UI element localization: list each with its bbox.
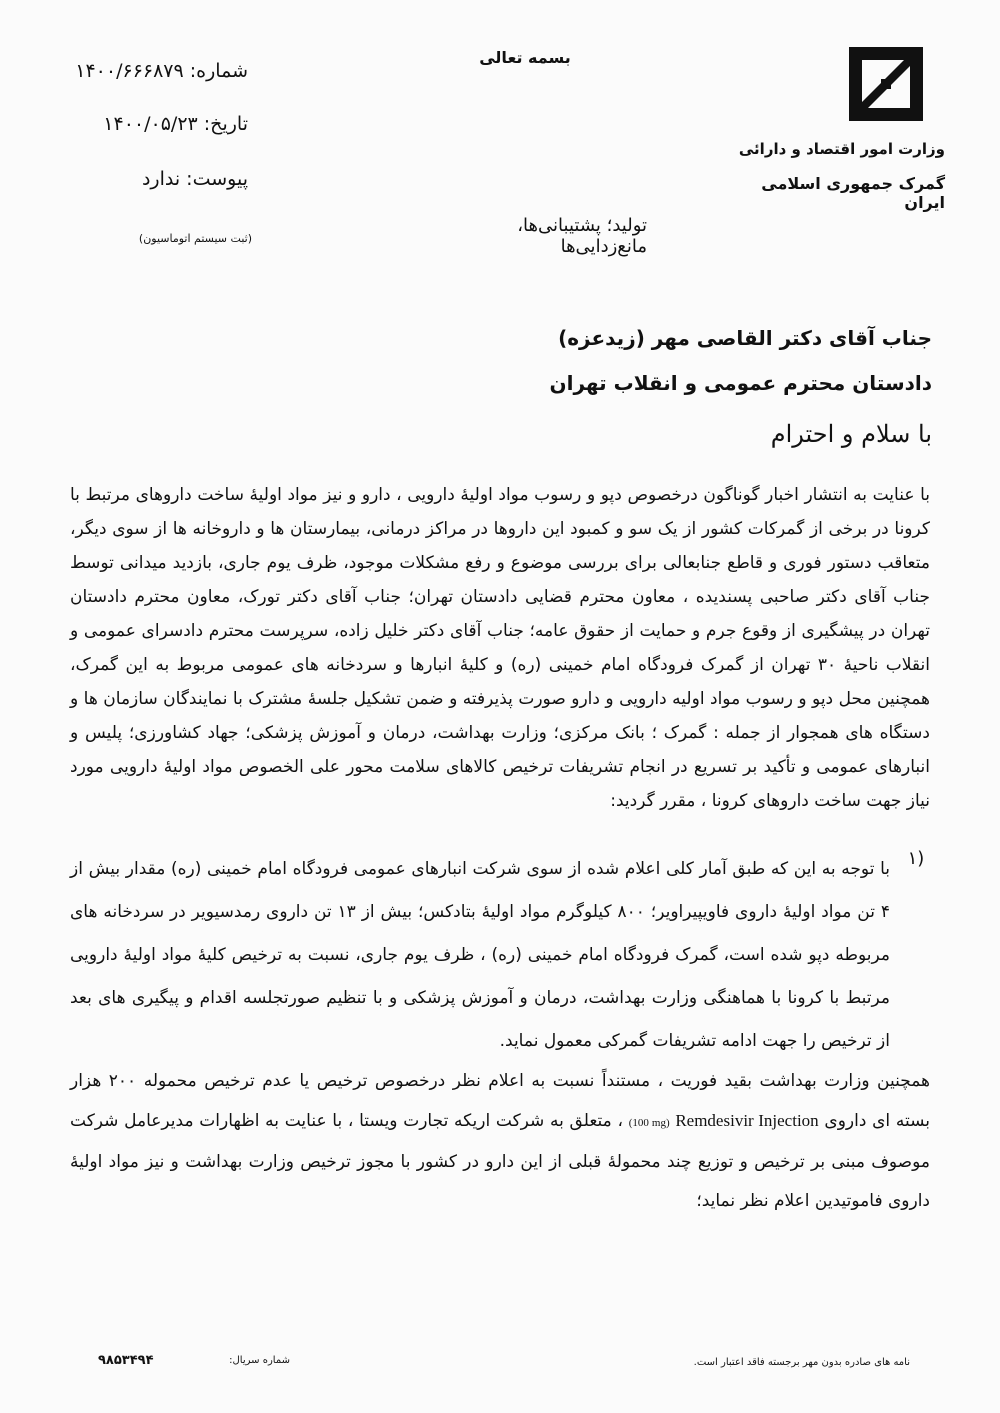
numbered-item-1-marker: ۱)	[907, 848, 925, 869]
annual-slogan: تولید؛ پشتیبانی‌ها، مانع‌زدایی‌ها	[517, 215, 647, 257]
numbered-item-1-text: با توجه به این که طبق آمار کلی اعلام شده از سوی شرکت انبارهای عمومی فرودگاه امام خمینی (ره) مقدار بیش از ۴ تن مواد اولیهٔ داروی فاویپیراویر؛ ۸۰۰ کیلوگرم مواد اولیهٔ بتادکس؛ بیش از ۱۳ تن داروی رمدسیویر در سردخانه های مربوطه دپو شده است، گمرک فرودگاه امام خمینی (ره) ، ظرف یوم جاری، نسبت به ترخیص کلیهٔ مواد اولیهٔ دارویی مرتبط با کرونا با هماهنگی وزارت بهداشت، درمان و آموزش پزشکی و با تنظیم صورتجلسه اقدام و پیگیری های بعد از ترخیص را جهت ادامه تشریفات گمرکی معمول نماید.	[70, 859, 890, 1051]
letter-date-value: ۱۴۰۰/۰۵/۲۳	[103, 113, 198, 135]
drug-name: Remdesivir Injection	[675, 1111, 819, 1130]
organization-line-2: گمرک جمهوری اسلامی ایران	[761, 174, 945, 212]
body-paragraph-2	[70, 1062, 930, 1221]
letter-number-label: شماره:	[189, 60, 248, 82]
organization-line-1: وزارت امور اقتصاد و دارائی	[738, 140, 945, 158]
greeting: با سلام و احترام	[770, 420, 932, 448]
letter-attachment	[48, 168, 248, 190]
body-paragraph-2-part-1: همچنین وزارت بهداشت بقید فوریت ، مستنداً نسبت به اعلام نظر درخصوص ترخیص یا عدم ترخیص محموله ۲۰۰ هزار بسته ای داروی	[70, 1071, 931, 1131]
letter-date	[48, 113, 248, 135]
body-paragraph-1: با عنایت به انتشار اخبار گوناگون درخصوص دپو و رسوب مواد اولیهٔ دارویی ، دارو و نیز مواد اولیهٔ ساخت داروهای مرتبط با کرونا در برخی از گمرکات کشور از یک سو و کمبود این داروها در مراکز درمانی، بیمارستان ها و داروخانه ها از سوی دیگر، متعاقب دستور فوری و قاطع جنابعالی برای بررسی موضوع و رفع مشکلات موجود، ظرف یوم جاری، بازدید میدانی توسط جناب آقای دکتر صاحبی پسندیده ، معاون محترم قضایی دادستان تهران؛ جناب آقای دکتر تورک، معاون محترم دادستان تهران در پیشگیری از وقوع جرم و حمایت از حقوق عامه؛ جناب آقای دکتر خلیل زاده، سرپرست محترم دادسرای عمومی و انقلاب ناحیهٔ ۳۰ تهران از گمرک فرودگاه امام خمینی (ره) و کلیهٔ انبارها و سردخانه های عمومی مربوط به این گمرک، همچنین محل دپو و رسوب مواد اولیه دارویی و دارو صورت پذیرفته و ضمن تشکیل جلسهٔ مشترک با نمایندگان سازمان ها و دستگاه های همجوار از جمله : گمرک ؛ بانک مرکزی؛ وزارت بهداشت، درمان و آموزش پزشکی؛ جهاد کشاورزی؛ پلیس و انبارهای عمومی و تأکید بر تسریع در انجام تشریفات ترخیص کالاهای سلامت محور علی الخصوص مواد اولیهٔ دارویی مورد نیاز جهت ساخت داروهای کرونا ، مقرر گردید:	[70, 485, 930, 811]
letter-date-label: تاریخ:	[203, 113, 248, 135]
footer-validity-notice: نامه های صادره بدون مهر برجسته فاقد اعتبار است.	[693, 1357, 910, 1368]
footer-serial-number: ۹۸۵۳۴۹۴	[98, 1353, 154, 1368]
letter-attachment-label: پیوست:	[186, 168, 248, 190]
body-paragraph-2-part-2: ، متعلق به شرکت اریکه تجارت ویستا ، با عنایت به اظهارات مدیرعامل شرکت موصوف مبنی بر ترخیص و توزیع چند محمولهٔ قبلی از این دارو در کشور با مجوز ترخیص وزارت بهداشت و نیز مواد اولیهٔ داروی فاموتیدین اعلام نظر نماید؛	[70, 1111, 930, 1211]
footer-serial-label: شماره سریال:	[229, 1355, 290, 1366]
letter-number-value: ۱۴۰۰/۶۶۶۸۷۹	[75, 60, 184, 82]
customs-logo-icon	[844, 42, 928, 126]
recipient-name: جناب آقای دکتر القاصی مهر (زیدعزه)	[558, 326, 932, 350]
basmala: بسمه تعالی	[479, 48, 571, 67]
letter-number	[48, 60, 248, 82]
system-registration-note: (ثبت سیستم اتوماسیون)	[138, 232, 252, 245]
recipient-title: دادستان محترم عمومی و انقلاب تهران	[549, 371, 932, 395]
letter-attachment-value: ندارد	[141, 168, 181, 190]
drug-dose: (100 mg)	[628, 1117, 670, 1129]
